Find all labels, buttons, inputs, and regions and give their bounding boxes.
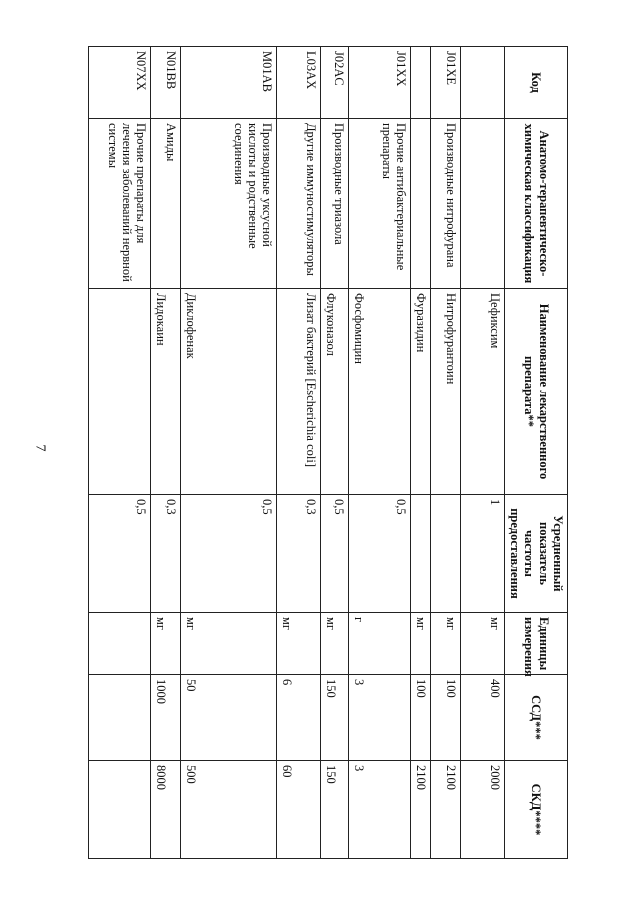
table-row [411, 47, 431, 859]
table-row [181, 47, 277, 859]
cell-freq: 0,3 [277, 495, 321, 613]
cell-unit: мг [411, 613, 431, 675]
cell-atc: Прочие препараты для лечения заболеваний нервной системы [89, 119, 151, 289]
cell-unit: мг [151, 613, 181, 675]
cell-skd: 60 [277, 761, 321, 859]
table-row [431, 47, 461, 859]
cell-freq: 0,3 [151, 495, 181, 613]
cell-skd: 3 [349, 761, 411, 859]
table-row [277, 47, 321, 859]
cell-unit: мг [461, 613, 505, 675]
cell-atc: Производные триазола [321, 119, 349, 289]
cell-skd: 2100 [431, 761, 461, 859]
table-row [349, 47, 411, 859]
cell-atc: Производные уксусной кислоты и родственные соединения [181, 119, 277, 289]
cell-code: J01XX [349, 47, 411, 119]
cell-unit: мг [431, 613, 461, 675]
cell-ssd: 100 [431, 675, 461, 761]
cell-atc [461, 119, 505, 289]
cell-drug: Диклофенак [181, 289, 277, 495]
cell-freq: 0,5 [89, 495, 151, 613]
cell-drug [89, 289, 151, 495]
cell-code: M01AB [181, 47, 277, 119]
cell-atc: Прочие антибактериальные препараты [349, 119, 411, 289]
table-row [89, 47, 151, 859]
cell-unit [89, 613, 151, 675]
cell-skd: 2000 [461, 761, 505, 859]
header-ssd: ССД*** [505, 675, 568, 761]
cell-unit: мг [321, 613, 349, 675]
cell-drug: Лидокаин [151, 289, 181, 495]
rotated-table-wrapper [72, 46, 568, 858]
cell-atc: Другие иммуностимуляторы [277, 119, 321, 289]
cell-drug: Нитрофурантоин [431, 289, 461, 495]
cell-skd [89, 761, 151, 859]
header-freq: Усредненный показатель частоты предоставления [505, 495, 568, 613]
cell-atc: Производные нитрофурана [431, 119, 461, 289]
cell-drug: Фосфомицин [349, 289, 411, 495]
cell-ssd: 1000 [151, 675, 181, 761]
cell-unit: мг [277, 613, 321, 675]
cell-drug: Лизат бактерий [Escherichia coli] [277, 289, 321, 495]
cell-ssd: 3 [349, 675, 411, 761]
cell-skd: 8000 [151, 761, 181, 859]
table-row [151, 47, 181, 859]
cell-ssd: 50 [181, 675, 277, 761]
cell-ssd: 6 [277, 675, 321, 761]
cell-atc: Амиды [151, 119, 181, 289]
cell-code: J01XE [431, 47, 461, 119]
cell-drug: Флуконазол [321, 289, 349, 495]
cell-ssd: 100 [411, 675, 431, 761]
cell-skd: 2100 [411, 761, 431, 859]
header-row [505, 47, 568, 859]
cell-skd: 500 [181, 761, 277, 859]
table-stage [72, 46, 568, 858]
cell-freq [411, 495, 431, 613]
cell-drug: Фуразидин [411, 289, 431, 495]
cell-freq [431, 495, 461, 613]
header-skd: СКД**** [505, 761, 568, 859]
cell-freq: 0,5 [349, 495, 411, 613]
cell-freq: 0,5 [321, 495, 349, 613]
cell-code: J02AC [321, 47, 349, 119]
cell-freq: 1 [461, 495, 505, 613]
cell-code: N01BB [151, 47, 181, 119]
cell-skd: 150 [321, 761, 349, 859]
cell-atc [411, 119, 431, 289]
cell-code [411, 47, 431, 119]
table-row [461, 47, 505, 859]
cell-ssd [89, 675, 151, 761]
table-row [321, 47, 349, 859]
cell-freq: 0,5 [181, 495, 277, 613]
cell-unit: г [349, 613, 411, 675]
cell-ssd: 400 [461, 675, 505, 761]
cell-code: N07XX [89, 47, 151, 119]
drug-table [89, 46, 569, 859]
cell-drug: Цефиксим [461, 289, 505, 495]
cell-code: L03AX [277, 47, 321, 119]
header-drug: Наименование лекарственного препарата** [505, 289, 568, 495]
header-unit: Единицы измерения [505, 613, 568, 675]
header-atc: Анатомо-терапевтическо-химическая классификация [505, 119, 568, 289]
cell-code [461, 47, 505, 119]
cell-unit: мг [181, 613, 277, 675]
header-code: Код [505, 47, 568, 119]
cell-ssd: 150 [321, 675, 349, 761]
page-number: 7 [32, 444, 48, 452]
